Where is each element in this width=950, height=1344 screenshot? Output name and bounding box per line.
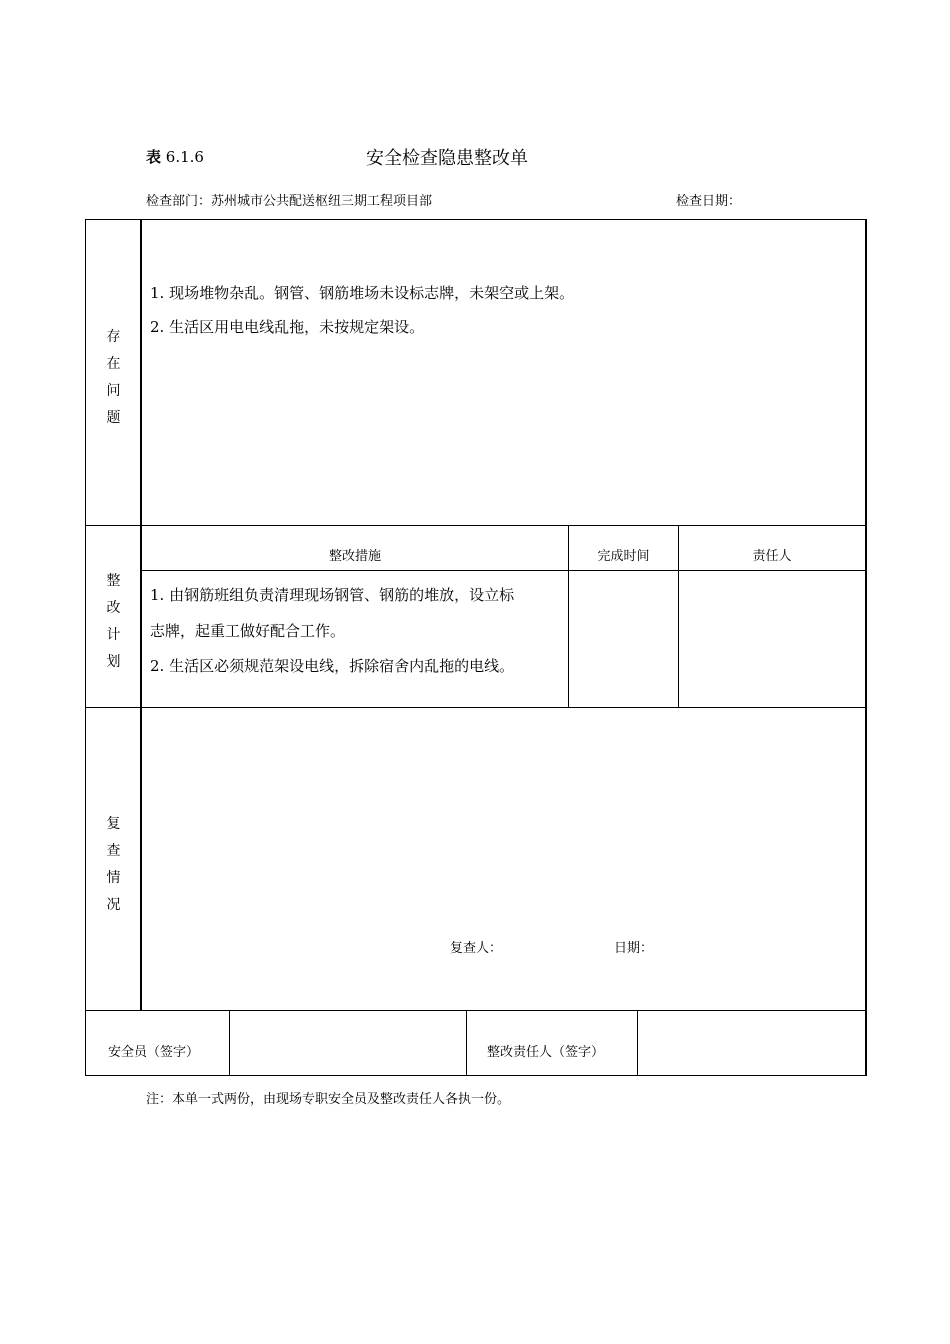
- sign-col-divider-1: [229, 1010, 230, 1076]
- safety-officer-signature-label: 安全员（签字）: [108, 1045, 200, 1060]
- problem-item: 1. 现场堆物杂乱。钢管、钢筋堆场未设标志牌，未架空或上架。: [150, 284, 575, 302]
- plan-line: 1. 由钢筋班组负责清理现场钢管、钢筋的堆放，设立标: [150, 586, 515, 604]
- col-header-completion-time: 完成时间: [597, 549, 650, 564]
- table-right-border: [865, 219, 867, 1076]
- table-number-value: 6.1.6: [165, 148, 204, 166]
- inspection-date-label: 检查日期：: [676, 194, 742, 209]
- sign-col-divider-3: [637, 1010, 638, 1076]
- table-top-border: [85, 219, 867, 220]
- table-prefix: 表: [146, 148, 162, 166]
- table-bottom-border: [85, 1075, 867, 1076]
- review-date-label: 日期：: [614, 941, 654, 956]
- col-header-owner: 责任人: [752, 549, 792, 564]
- problems-label: 存 在 问 题: [106, 329, 121, 426]
- row-divider-problems: [85, 525, 867, 526]
- row-divider-plan: [85, 707, 867, 708]
- plan-line: 志牌，起重工做好配合工作。: [150, 622, 346, 640]
- sign-col-divider-2: [466, 1010, 467, 1076]
- plan-line: 2. 生活区必须规范架设电线，拆除宿舍内乱拖的电线。: [150, 657, 515, 675]
- plan-header-divider: [141, 570, 867, 571]
- reviewer-label: 复查人：: [450, 941, 503, 956]
- col-header-measures: 整改措施: [328, 549, 381, 564]
- rectify-owner-signature-label: 整改责任人（签字）: [487, 1045, 605, 1060]
- review-label: 复 查 情 况: [106, 816, 121, 913]
- form-title: 安全检查隐患整改单: [366, 148, 528, 169]
- inspection-department: 检查部门：苏州城市公共配送枢纽三期工程项目部: [146, 194, 433, 209]
- table-number: [146, 146, 204, 167]
- problem-item: 2. 生活区用电电线乱拖，未按规定架设。: [150, 318, 425, 336]
- row-divider-review: [85, 1010, 867, 1011]
- plan-label: 整 改 计 划: [106, 573, 121, 670]
- footer-note: 注：本单一式两份，由现场专职安全员及整改责任人各执一份。: [146, 1092, 511, 1107]
